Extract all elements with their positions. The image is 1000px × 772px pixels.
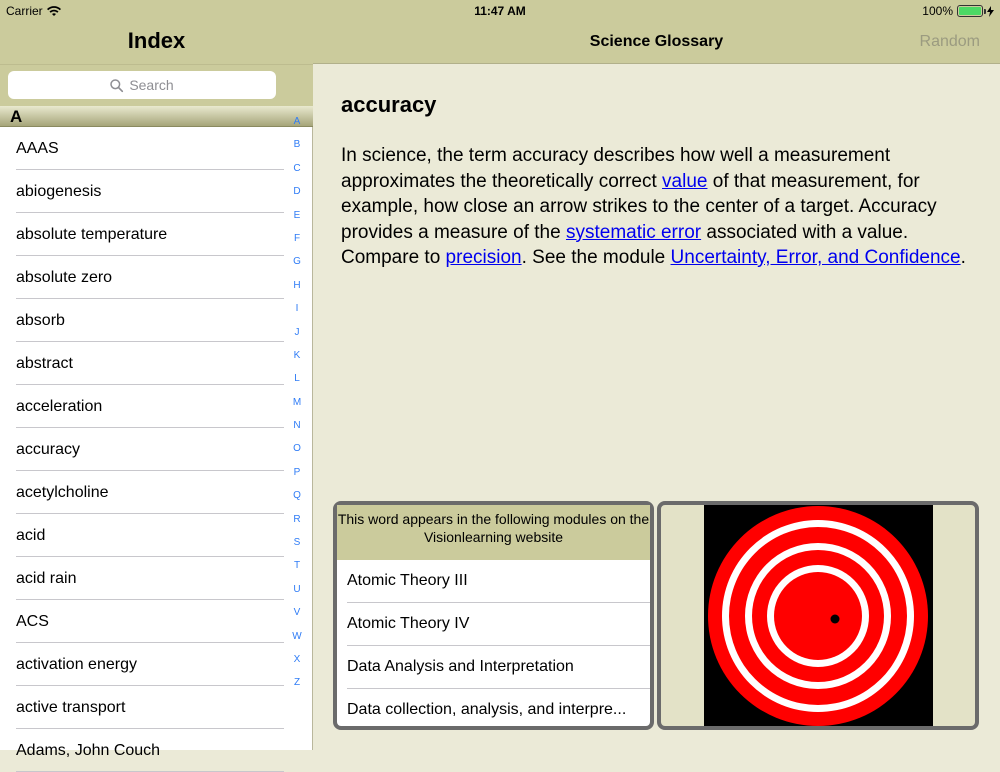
index-letter-c[interactable]: C (293, 162, 301, 174)
term-list-item[interactable] (0, 385, 284, 428)
module-list-item[interactable] (337, 689, 650, 732)
search-input[interactable] (8, 71, 276, 99)
term-label: accuracy (16, 441, 81, 458)
term-list-item[interactable] (0, 170, 284, 213)
index-letter-d[interactable]: D (293, 186, 301, 198)
battery-percent: 100% (922, 4, 953, 18)
search-area (0, 64, 313, 106)
search-icon (110, 79, 123, 92)
term-list-item[interactable] (0, 213, 284, 256)
term-list-item[interactable] (0, 729, 284, 772)
term-list-item[interactable] (0, 299, 284, 342)
search-placeholder: Search (129, 77, 174, 93)
term-list-item[interactable] (0, 471, 284, 514)
bullseye-target-illustration (704, 505, 933, 726)
term-list-item[interactable] (0, 256, 284, 299)
section-header (0, 106, 313, 127)
link-uncertainty-module[interactable]: Uncertainty, Error, and Confidence (670, 247, 961, 268)
term-label: Adams, John Couch (16, 742, 161, 759)
status-time: 11:47 AM (474, 4, 526, 18)
index-letter-q[interactable]: Q (293, 490, 301, 502)
definition-text: associated with a value. Compare to (341, 221, 909, 268)
modules-panel (333, 501, 654, 730)
module-label: Data collection, analysis, and interpre... (347, 701, 627, 718)
term-list (0, 127, 284, 772)
term-list-item[interactable] (0, 600, 284, 643)
index-letter-o[interactable]: O (293, 443, 301, 455)
term-label: AAAS (16, 140, 59, 157)
definition-text: In science, the term accuracy describes how well a measurement approximates the theoretically correct (341, 145, 891, 192)
module-label: Atomic Theory IV (347, 615, 470, 632)
term-label: acid (16, 527, 46, 544)
term-label: acceleration (16, 398, 103, 415)
status-bar (0, 0, 1000, 22)
index-letter-b[interactable]: B (293, 139, 301, 151)
status-right (922, 4, 994, 18)
term-label: acetylcholine (16, 484, 109, 501)
term-label: activation energy (16, 656, 137, 673)
carrier-label: Carrier (6, 4, 43, 18)
index-letter-n[interactable]: N (293, 420, 301, 432)
index-letter-f[interactable]: F (293, 232, 301, 244)
image-panel (657, 501, 979, 730)
index-letter-m[interactable]: M (292, 396, 302, 408)
battery-fill (959, 7, 981, 15)
index-letter-p[interactable]: P (293, 466, 301, 478)
term-title: accuracy (341, 92, 437, 117)
definition-text: of that measurement, for example, how close an arrow strikes to the center of a target. Accuracy provides a measure of the (341, 170, 937, 243)
term-list-item[interactable] (0, 514, 284, 557)
term-list-item[interactable] (0, 643, 284, 686)
index-letter-g[interactable]: G (293, 256, 301, 268)
index-letter-w[interactable]: W (292, 630, 302, 642)
index-letter-x[interactable]: X (293, 653, 301, 665)
index-letter-t[interactable]: T (293, 560, 301, 572)
index-letter-z[interactable]: Z (293, 677, 301, 689)
sidebar-title: Index (127, 28, 186, 53)
term-label: abstract (16, 355, 73, 372)
term-label: absolute zero (16, 269, 113, 286)
term-label: absorb (16, 312, 65, 329)
index-letter-i[interactable]: I (295, 303, 299, 315)
term-list-item[interactable] (0, 686, 284, 729)
term-label: abiogenesis (16, 183, 102, 200)
term-list-item[interactable] (0, 127, 284, 170)
index-letter-u[interactable]: U (293, 583, 301, 595)
term-definition (341, 143, 981, 271)
index-letter-h[interactable]: H (293, 279, 301, 291)
module-label: Data Analysis and Interpretation (347, 658, 574, 675)
nav-title: Science Glossary (589, 33, 724, 50)
term-label: active transport (16, 699, 126, 716)
target-image (704, 505, 933, 726)
index-letter-a[interactable]: A (293, 116, 301, 127)
term-label: absolute temperature (16, 226, 168, 243)
term-list-item[interactable] (0, 342, 284, 385)
index-letter-j[interactable]: J (294, 326, 300, 338)
term-list-item[interactable] (0, 428, 284, 471)
definition-text: . See the module (521, 247, 671, 268)
charging-icon (987, 6, 994, 17)
link-value[interactable]: value (662, 170, 708, 192)
module-list-item[interactable] (337, 646, 650, 689)
module-list (337, 560, 650, 732)
alphabet-index[interactable] (285, 110, 309, 695)
index-letter-s[interactable]: S (293, 537, 301, 549)
index-letter-e[interactable]: E (293, 209, 301, 221)
module-list-item[interactable] (337, 603, 650, 646)
link-precision[interactable]: precision (445, 247, 522, 268)
definition-text: . (960, 247, 966, 268)
module-list-item[interactable] (337, 560, 650, 603)
index-letter-r[interactable]: R (293, 513, 301, 525)
section-letter: A (10, 107, 23, 126)
index-letter-k[interactable]: K (293, 349, 301, 361)
sidebar (0, 0, 313, 759)
term-list-item[interactable] (0, 557, 284, 600)
index-letter-l[interactable]: L (294, 373, 300, 385)
link-systematic-error[interactable]: systematic error (565, 221, 702, 243)
battery-icon (957, 5, 983, 17)
modules-heading: This word appears in the following modules on the Visionlearning website (337, 505, 650, 560)
term-label: acid rain (16, 570, 77, 587)
module-label: Atomic Theory III (347, 572, 468, 589)
index-letter-v[interactable]: V (293, 607, 301, 619)
random-button[interactable]: Random (919, 33, 980, 50)
term-label: ACS (16, 613, 49, 630)
